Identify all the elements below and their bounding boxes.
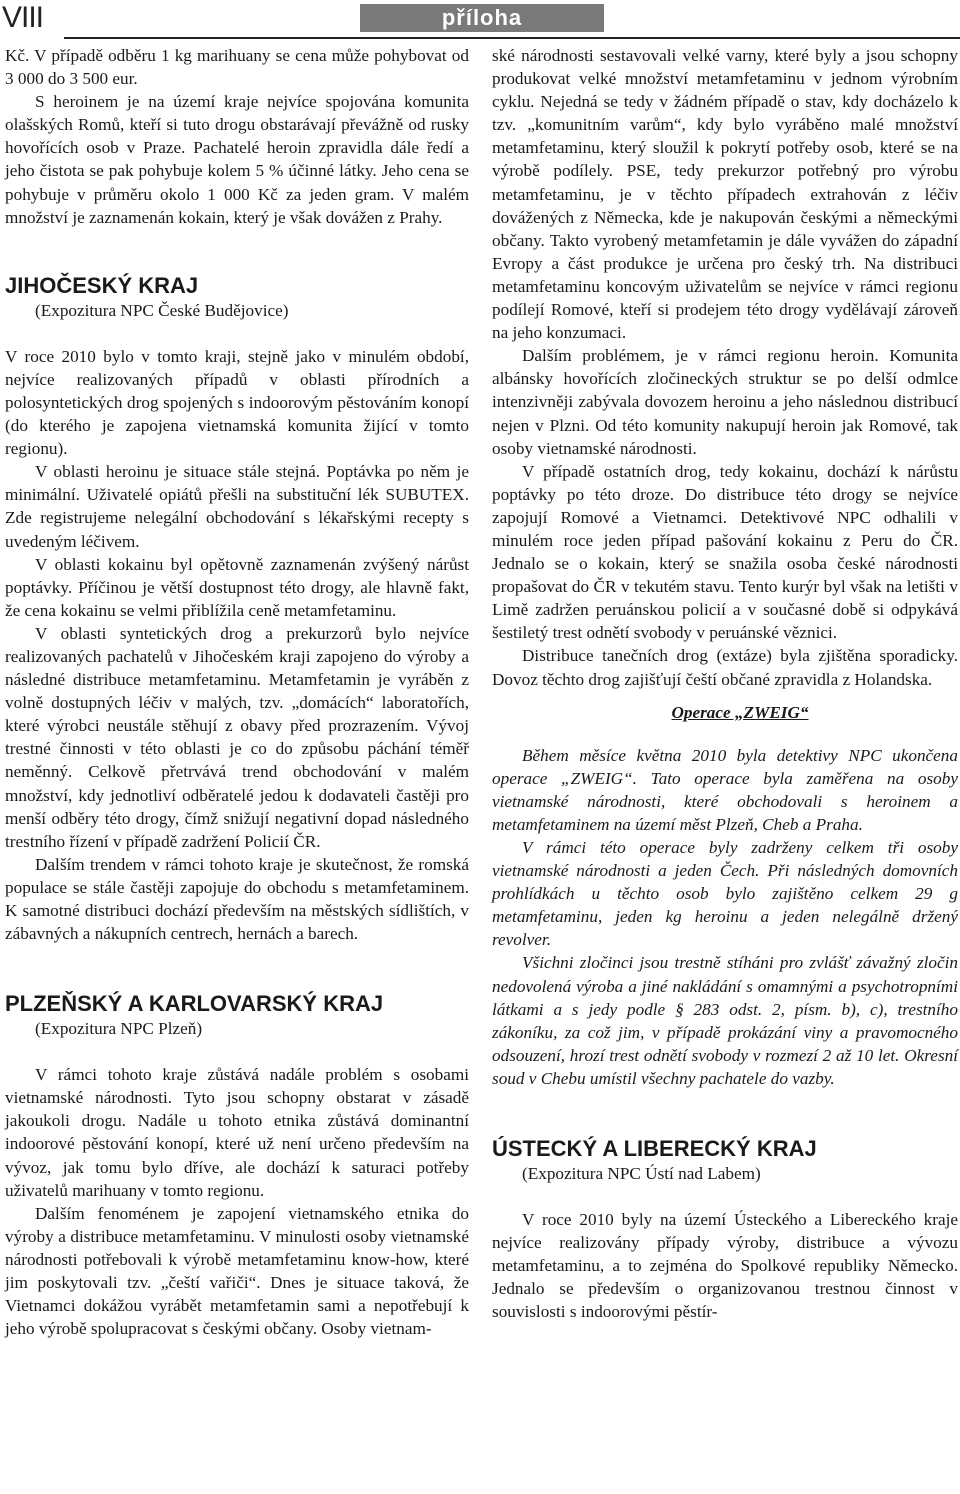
right-paragraph: Distribuce tanečních drog (extáze) byla zjištěna sporadicky. Dovoz těchto drog zajišťují čeští občané zpravidla z Holandska. — [492, 646, 958, 689]
section-subheading-plzensky: (Expozitura NPC Plzeň) — [35, 1019, 203, 1039]
header-rule — [64, 37, 960, 39]
right-paragraph: V případě ostatních drog, tedy kokainu, dochází k nárůstu poptávky po této droze. Do distribuce této drogy se nejvíce zapojují Romové a Vietnamci. Detektivové NPC odhalili v minulém roce jeden případ pašování kokainu z Peru do ČR. Jednalo se o kokain, který se snažila osoba české národnosti propašovat do ČR v tekutém stavu. Tento kurýr byl však na letišti v Limě zadržen peruánskou policií a v současné době si odpykává šestiletý trest odnětí svobody v peruánské věznici. — [492, 461, 958, 643]
section-heading-jihocesky: JIHOČESKÝ KRAJ — [5, 272, 199, 298]
operation-heading: Operace „ZWEIG“ — [671, 702, 809, 722]
jihocesky-paragraph: V oblasti syntetických drog a prekurzorů bylo nejvíce realizovaných pachatelů v Jihočeském kraji zapojeno do výroby a následné distribuce metamfetaminu. Metamfetamin je vyráběn z volně dostupných léčiv v malých, tzv. „domácích“ laboratořích, které výrobci neustále stěhují z obavy před prozrazením. Vývoj trestné činnosti v této oblasti je co do způsobu páchání téměř neměnný. Celkově přetrvává trend obchodování v malém množství, kdy jednotliví odběratelé jedou k dodavateli častěji pro menší odběry této drogy, čímž snižují negativní dopad následného trestního řízení v případě zadržení Policií ČR. — [5, 623, 469, 851]
left-column — [5, 44, 469, 1340]
operation-paragraph: Všichni zločinci jsou trestně stíháni pro zvlášť závažný zločin nedovolená výroba a jiné nakládání s omamnými a psychotropními látkami a s jedy podle § 283 odst. 2, písm. b), c), trestního zákoníku, za což jim, v případě prokázání viny a pravomocného odsouzení, hrozí trest odnětí svobody v rozmezí 2 až 10 let. Okresní soud v Chebu umístil všechny pachatele do vazby. — [492, 953, 958, 1088]
right-column — [492, 44, 958, 1324]
section-subheading-jihocesky: (Expozitura NPC České Budějovice) — [35, 300, 289, 320]
section-label: příloha — [360, 4, 604, 32]
jihocesky-paragraph: V oblasti kokainu byl opětovně zaznamenán zvýšený nárůst poptávky. Příčinou je větší dostupnost této drogy, ale hlavně fakt, že cena kokainu se velmi přiblížila ceně metamfetaminu. — [5, 554, 469, 620]
intro-paragraph-2: S heroinem je na území kraje nejvíce spojována komunita olašských Romů, kteří si tuto drogu obstarávají převážně od rusky hovořících osob v Praze. Pachatelé heroin zpravidla dále ředí a jeho čistota se pak pohybuje kolem 5 % účinné látky. Jeho cena se pohybuje v průměru okolo 1 000 Kč za jeden gram. V malém množství je zaznamenán kokain, který je však dovážen z Prahy. — [5, 92, 469, 227]
plzensky-paragraph: Dalším fenoménem je zapojení vietnamského etnika do výroby a distribuce metamfetaminu. V minulosti osoby vietnamské národnosti potřebovali k výrobě metamfetaminu know-how, které jim poskytovali tzv. „čeští vařiči“. Dnes je situace taková, že Vietnamci dokážou vyrábět metamfetamin sami a nepotřebují k jeho výrobě spolupracovat s českými občany. Osoby vietnam- — [5, 1203, 469, 1339]
jihocesky-paragraph: Dalším trendem v rámci tohoto kraje je skutečnost, že romská populace se stále častěji zapojuje do obchodu s metamfetaminem. K samotné distribuci dochází především na městských sídlištích, v zábavných a nákupních centrech, hernách a barech. — [5, 854, 469, 944]
plzensky-paragraph: V rámci tohoto kraje zůstává nadále problém s osobami vietnamské národnosti. Tyto jsou schopny obstarat v zásadě jakoukoli drogu. Nadále u tohoto etnika zůstává dominantní indoorové pěstování konopí, které už není určeno především na vývoz, jak tomu bylo dříve, ale dochází k saturaci potřeby uživatelů marihuany v tomto regionu. — [5, 1065, 469, 1200]
section-heading-plzensky: PLZEŇSKÝ A KARLOVARSKÝ KRAJ — [5, 991, 384, 1017]
page-number: VIII — [2, 1, 44, 34]
jihocesky-paragraph: V oblasti heroinu je situace stále stejná. Poptávka po něm je minimální. Uživatelé opiátů přešli na substituční lék SUBUTEX. Zde registrujeme nelegální obchodování s lékařskými recepty s uvedeným léčivem. — [5, 462, 469, 551]
page-header — [0, 0, 960, 40]
section-heading-ustecky: ÚSTECKÝ A LIBERECKÝ KRAJ — [492, 1136, 817, 1162]
jihocesky-paragraph: V roce 2010 bylo v tomto kraji, stejně jako v minulém období, nejvíce realizovaných případů v oblasti přírodních a polosyntetických drog spojených s indoorovým pěstováním konopí (do kterého je zapojena vietnamská komunita žijící v tomto regionu). — [5, 346, 469, 459]
operation-paragraph: Během měsíce května 2010 byla detektivy NPC ukončena operace „ZWEIG“. Tato operace byla zaměřena na osoby vietnamské národnosti, které obchodovali s heroinem a metamfetaminem na území měst Plzeň, Cheb a Praha. — [492, 745, 958, 834]
right-paragraph: Dalším problémem, je v rámci regionu heroin. Komunita albánsky hovořících zločineckých struktur se po delší odmlce intenzivněji zabývala dovozem heroinu a jeho následnou distribucí nejen v Plzni. Od této komunity nakupují heroin jak Romové, tak osoby vietnamské národnosti. — [492, 346, 958, 458]
right-paragraph: ské národnosti sestavovali velké varny, které byly a jsou schopny produkovat velké množství metamfetaminu v jednom výrobním cyklu. Nejedná se tedy v žádném případě o stav, kdy docházelo k tzv. „komunitním varům“, kdy bylo vyráběno malé množství metamfetaminu, který sloužil k pokrytí potřeby osob, které se na výrobě podílely. PSE, tedy prekurzor potřebný pro výrobu metamfetaminu, je v těchto případech extrahován z léčiv dovážených z Německa, kde je nakupován českými a německými občany. Takto vyrobený metamfetamin je dále vyvážen do západní Evropy a část produkce je určena pro český trh. Na distribuci metamfetaminu koncovým uživatelům se nejvíce v rámci regionu podílejí Romové, kteří si prodejem této drogy vydělávají zároveň na jeho konzumaci. — [492, 46, 958, 343]
ustecky-paragraph: V roce 2010 byly na území Ústeckého a Libereckého kraje nejvíce realizovány případy výroby, distribuce a vývozu metamfetaminu, a to zejména do Spolkové republiky Německo. Jednalo se především o organizovanou trestnou činnost v souvislosti s indoorovými pěstír- — [492, 1210, 958, 1322]
section-subheading-ustecky: (Expozitura NPC Ústí nad Labem) — [522, 1164, 761, 1184]
operation-paragraph: V rámci této operace byly zadrženy celkem tři osoby vietnamské národnosti a jeden Čech. Při následných domovních prohlídkách u těchto osob bylo zajištěno celkem 29 g metamfetaminu, jeden kg heroinu a jeden nelegálně držený revolver. — [492, 838, 958, 950]
intro-paragraph-1: Kč. V případě odběru 1 kg marihuany se cena může pohybovat od 3 000 do 3 500 eur. — [5, 46, 469, 89]
